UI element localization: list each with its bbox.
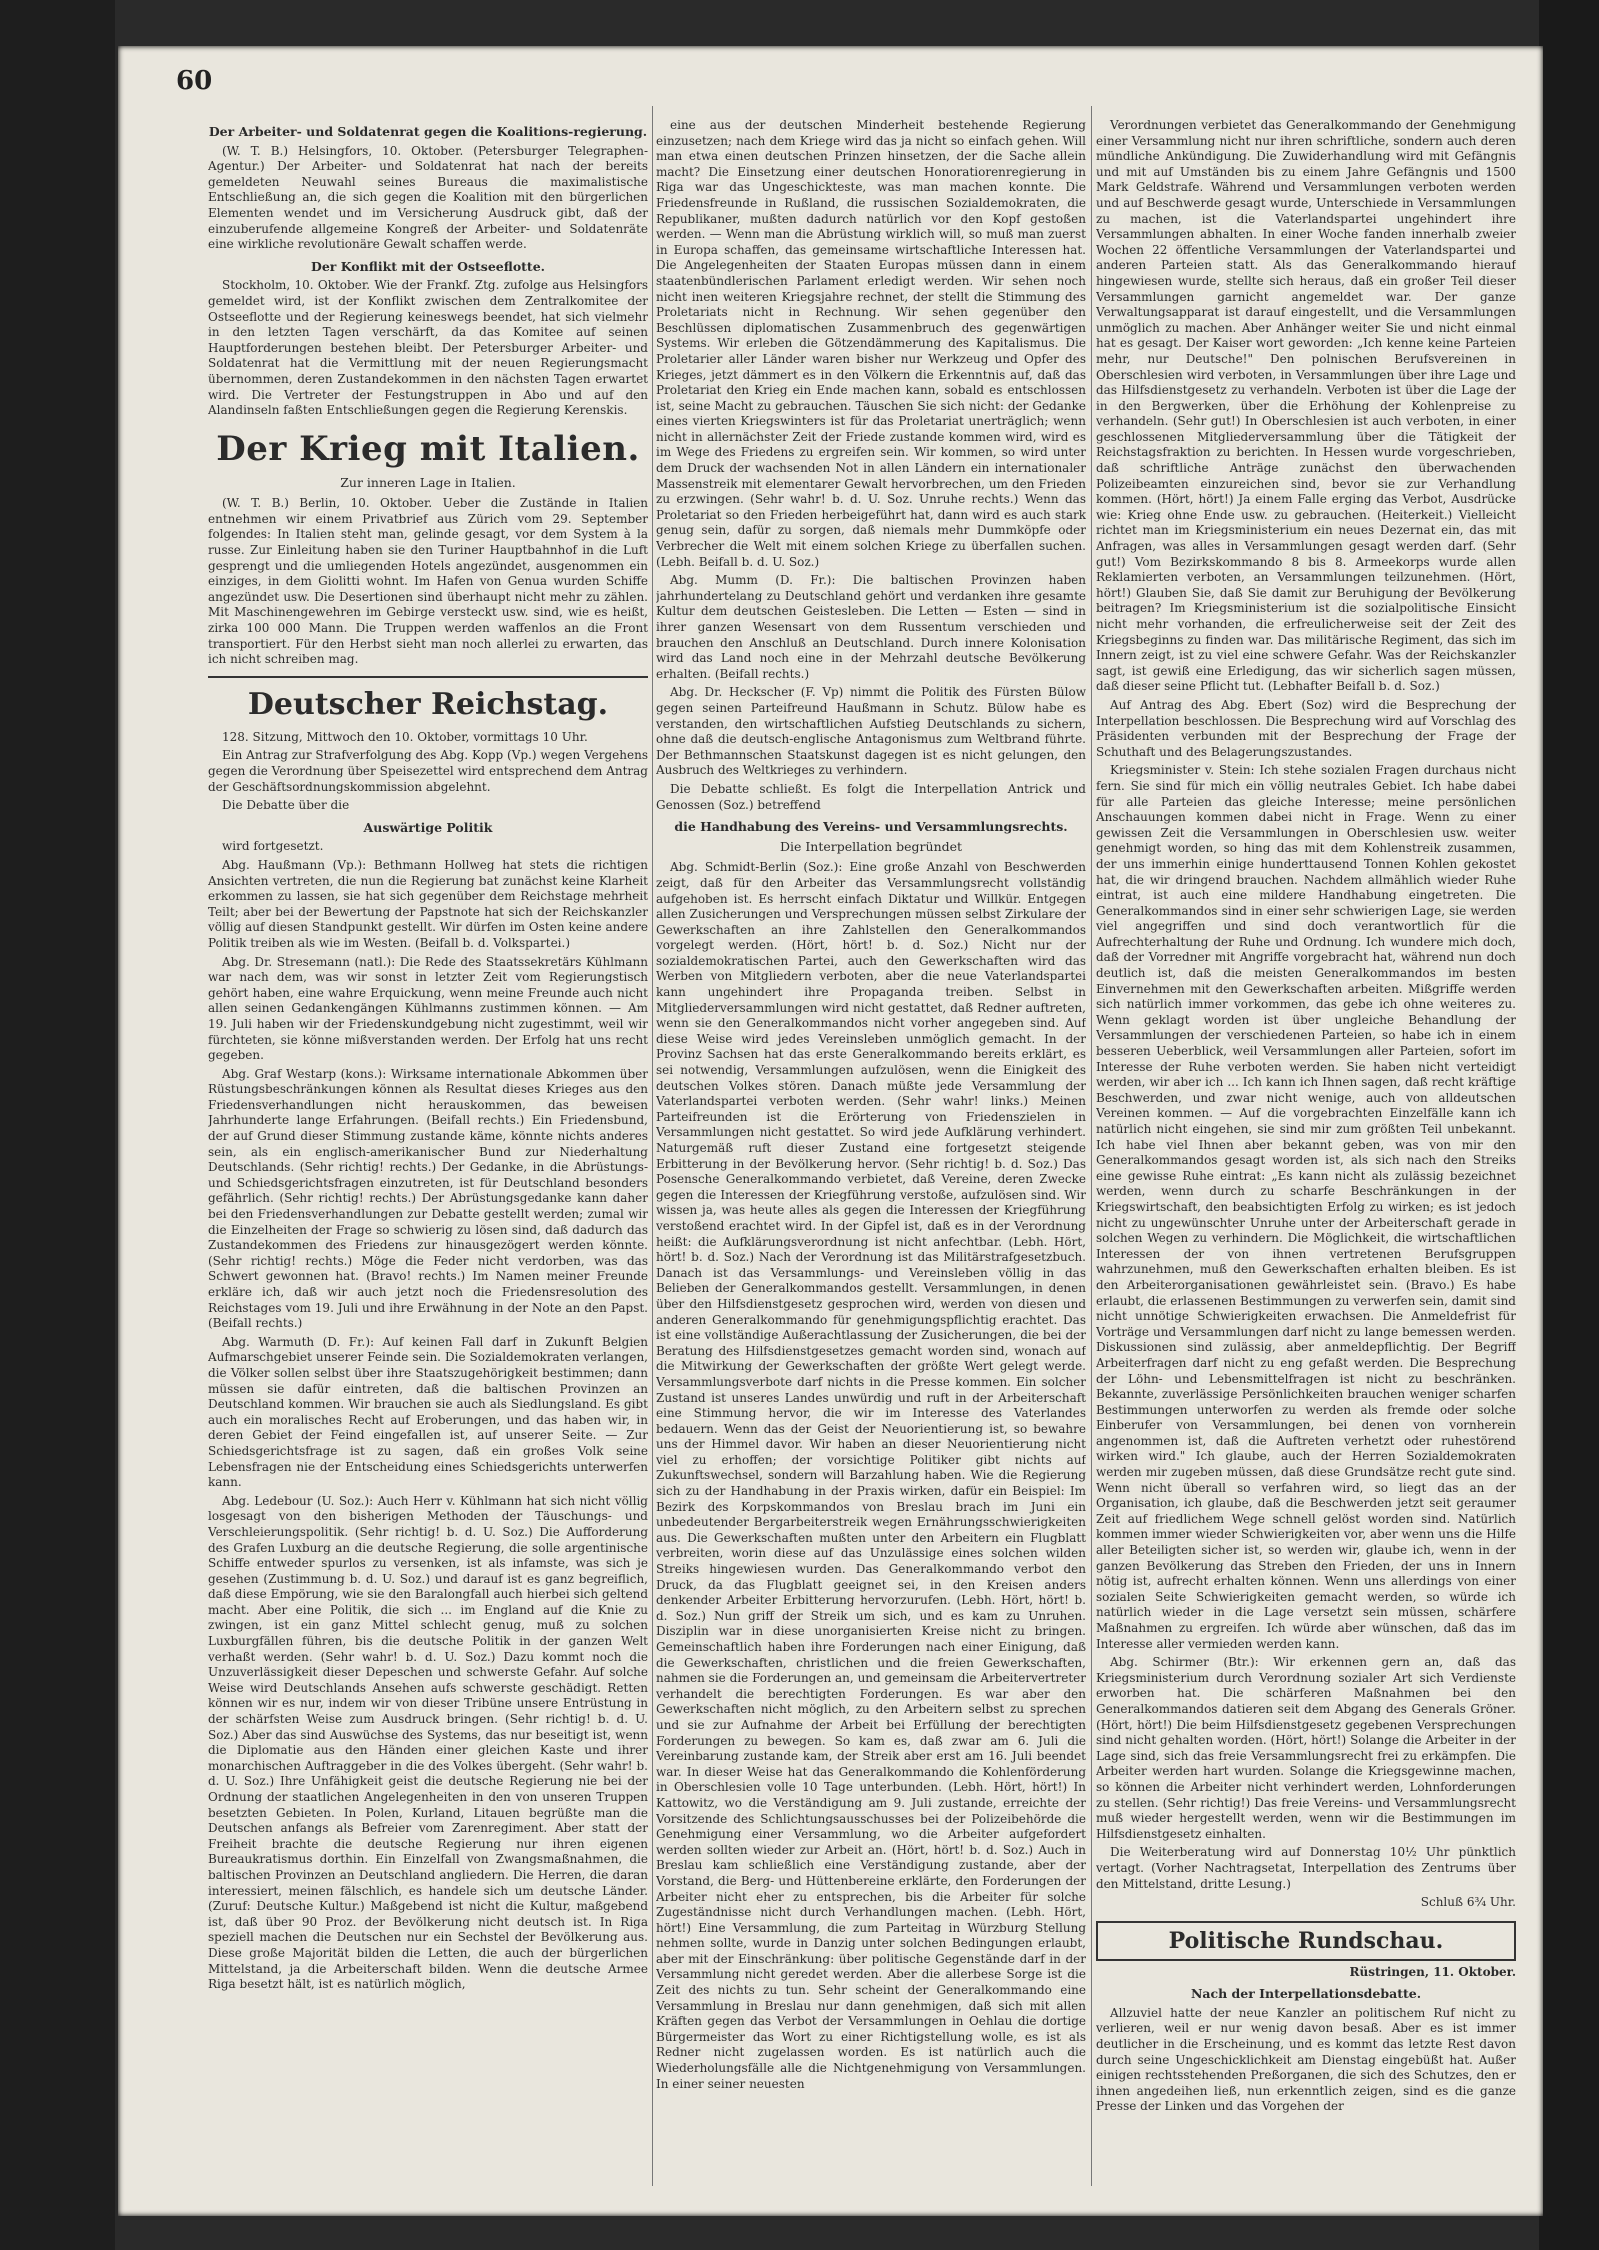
article-paragraph: Auf Antrag des Abg. Ebert (Soz) wird die Besprechung der Interpellation beschlossen. Die Besprechung wird auf Vorschlag des Präsidenten verbunden mit der Besprechung der Frage der Schuthaft und des Belagerungszustandes.	[1096, 697, 1516, 759]
article-paragraph: Abg. Warmuth (D. Fr.): Auf keinen Fall darf in Zukunft Belgien Aufmarschgebiet unserer Feinde sein. Die Sozialdemokraten verlangen, die Völker sollen selbst über ihre Staatszugehörigkeit bestimmen; dann müssen sie dafür eintreten, daß die baltischen Provinzen an Deutschland kommen. Wir brauchen sie auch als Siedlungsland. Es gibt auch ein moralisches Recht auf Eroberungen, und das haben wir, in deren Gebiet der Feind eingefallen ist, auf unserer Seite. — Zur Schiedsgerichtsfrage ist zu sagen, daß ein großes Volk seine Lebensfragen nie der Entscheidung eines Schiedsgerichts unterwerfen kann.	[208, 1334, 648, 1490]
subheadline: die Handhabung des Vereins- und Versammlungsrechts.	[674, 819, 1068, 835]
section-divider	[208, 676, 648, 678]
headline: Nach der Interpellationsdebatte.	[1190, 1986, 1422, 2002]
column-rule	[1091, 106, 1092, 2186]
article-paragraph: Stockholm, 10. Oktober. Wie der Frankf. Ztg. zufolge aus Helsingfors gemeldet wird, ist der Konflikt zwischen dem Zentralkomitee der Ostseeflotte und der Regierung keineswegs beendet, hat sich vielmehr in den letzten Tagen verschärft, da das Komitee auf seinen Hauptforderungen bestehen bleibt. Der Petersburger Arbeiter- und Soldatenrat hat die Vermittlung mit der neuen Regierungsmacht übernommen, deren Zustandekommen in den nächsten Tagen erwartet wird. Die Vertreter der Festungstruppen in Abo und auf den Alandinseln faßten Entschließungen gegen die Regierung Kerenskis.	[208, 278, 648, 418]
subheadline: Auswärtige Politik	[363, 819, 493, 835]
page-number: 60	[176, 66, 213, 96]
article-paragraph: Ein Antrag zur Strafverfolgung des Abg. Kopp (Vp.) wegen Vergehens gegen die Verordnung über Speisezettel wird entsprechend dem Antrag der Geschäftsordnungskommission abgelehnt.	[208, 748, 648, 794]
article-paragraph: Abg. Dr. Heckscher (F. Vp) nimmt die Politik des Fürsten Bülow gegen seinen Parteifreund Haußmann in Schutz. Bülow habe es verstanden, den wirtschaftlichen Aufstieg Deutschlands zu sichern, ohne daß die deutsch-englische Antagonismus zum Weltbrand führte. Der Bethmannschen Staatskunst dagegen ist es nicht gelungen, den Ausbruch des Weltkrieges zu verhindern.	[656, 685, 1086, 778]
newspaper-page	[118, 46, 1543, 2216]
article-paragraph: (W. T. B.) Helsingfors, 10. Oktober. (Petersburger Telegraphen-Agentur.) Der Arbeiter- und Soldatenrat hat nach der bereits gemeldeten Neuwahl seines Bureaus die maximalistische Entschließung an, die sich gegen die Koalition mit den bürgerlichen Elementen wendet und im Versicherung Ausdruck gibt, daß der einzuberufende allgemeine Kongreß der Arbeiter- und Soldatenräte eine wirkliche revolutionäre Gewalt schaffen werde.	[208, 143, 648, 252]
article-paragraph: Abg. Schmidt-Berlin (Soz.): Eine große Anzahl von Beschwerden zeigt, daß für den Arbeiter das Versammlungsrecht vollständig aufgehoben ist. Es herrscht einfach Diktatur und Willkür. Entgegen allen Zusicherungen und Versprechungen müssen selbst Zirkulare der Gewerkschaften an ihre Zahlstellen den Generalkommandos vorgelegt werden. (Hört, hört! b. d. Soz.) Nicht nur der sozialdemokratischen Partei, auch den Gewerkschaften wird das Werben von Mitgliedern verboten, aber die neue Vaterlandspartei kann ungehindert ihre Propaganda treiben. Selbst in Mitgliederversammlungen wird nicht gestattet, daß Redner auftreten, wenn sie den Generalkommandos nicht vorher angegeben sind. Auf diese Weise wird jedes Vereinsleben unmöglich gemacht. In der Provinz Sachsen hat das erste Generalkommando bereits erklärt, es sei notwendig, Versammlungen aufzulösen, wenn die Einigkeit des deutschen Volkes stören. Danach müßte jede Versammlung der Vaterlandspartei verboten werden. (Sehr wahr! links.) Meinen Parteifreunden ist die Erörterung von Friedenszielen in Versammlungen nicht gestattet. So wird jede Aufklärung verhindert. Naturgemäß ruft dieser Zustand eine fortgesetzt steigende Erbitterung in der Bevölkerung hervor. (Sehr richtig! b. d. Soz.) Das Posensche Generalkommando verbietet, daß Vereine, deren Zwecke gegen die Interessen der Kriegführung verstoße, aufzulösen sind. Wir wissen ja, was heute alles als gegen die Interessen der Kriegführung verstoßend erachtet wird. In der Gipfel ist, daß es in der Verordnung heißt: die Aufklärungsverordnung ist nicht anfechtbar. (Lebh. Hört, hört! b. d. Soz.) Nach der Verordnung ist das Militärstrafgesetzbuch. Danach ist das Versammlungs- und Vereinsleben völlig in das Belieben der Generalkommandos gestellt. Versammlungen, in denen über den Hilfsdienstgesetz gesprochen wird, werden von diesen und anderen Generalkommando für genehmigungspflichtig erachtet. Das ist eine vollständige Außerachtlassung der Zusicherungen, die bei der Beratung des Hilfsdienstgesetzes gemacht worden sind, wonach auf die Mitwirkung der Gewerkschaften der größte Wert gelegt werde. Versammlungsverbote darf nichts in die Presse kommen. Ein solcher Zustand ist unseres Landes unwürdig und ruft in der Arbeiterschaft eine Stimmung hervor, die wir im Interesse des Vaterlandes bedauern. Wenn das der Geist der Neuorientierung ist, so bewahre uns der Himmel davor. Wir haben an dieser Neuorientierung nicht viel zu erhoffen; der vorsichtige Politiker gibt nichts auf Zukunftswechsel, sondern will Barzahlung haben. Wie die Regierung sich zu der Handhabung in der Praxis wirken, dafür ein Beispiel: Im Bezirk des Korpskommandos von Breslau brach im Juni ein unbedeutender Bergarbeiterstreik wegen Ernährungsschwierigkeiten aus. Die Gewerkschaften mußten unter den Arbeitern ein Flugblatt verbreiten, worin diese auf das Unzulässige eines solchen wilden Streiks hingewiesen wurden. Das Generalkommando verbot den Druck, da das Flugblatt geeignet sei, in den Kreisen anders denkender Arbeiter Erbitterung hervorzurufen. (Lebh. Hört, hört! b. d. Soz.) Nun griff der Streik um sich, und es kam zu Unruhen. Disziplin war in diese unorganisierten Kreise nicht zu bringen. Gemeinschaftlich haben ihre Forderungen nach einer Einigung, daß die Gewerkschaften, christlichen und die freien Gewerkschaften, nahmen sie die Forderungen an, und gemeinsam die Arbeitervertreter verhandelt die berechtigten Forderungen. Es war aber den Gewerkschaften nicht möglich, zu den Arbeitern selbst zu sprechen und sie zur Aufnahme der Arbeit bei Erfüllung der berechtigten Forderungen zu bewegen. So kam es, daß zwar am 6. Juli die Vereinbarung zustande kam, der Streik aber erst am 16. Juli beendet war. In dieser Weise hat das Generalkommando die Kohlenförderung in Oberschlesien volle 10 Tage unterbunden. (Lebh. Hört, hört!) In Kattowitz, wo die Verständigung am 9. Juli zustande, erreichte der Vorsitzende des Schlichtungsausschusses bei der Polizeibehörde die Genehmigung einer Versammlung, wo die Arbeiter aufgefordert werden sollten wieder zur Arbeit an. (Hört, hört! b. d. Soz.) Auch in Breslau kam schließlich eine Verständigung zustande, aber der Vorstand, die Berg- und Hüttenbereine erklärte, den Forderungen der Arbeiter nicht eher zu entsprechen, bis die Arbeiter für solche Zugeständnisse nicht durch Verhandlungen machen. (Lebh. Hört, hört!) Eine Versammlung, die zum Parteitag in Würzburg Stellung nehmen sollte, wurde in Danzig unter solchen Bedingungen erlaubt, aber mit der Einschränkung: über politische Gegenstände darf in der Versammlung nicht geredet werden. Aber die allerbese Sorge ist die Zeit des nichts zu tun. Sehr scheint der Generalkommando eine Versammlung in Breslau nur dann genehmigen, daß sich mit allen Kräften gegen das Verbot der Versammlungen in Oehlau die dortige Bürgermeister das Wort zu einer Richtigstellung wolle, es ist als Redner nicht zugelassen worden. Es ist natürlich auch die Wiederholungsfälle alle die Nichtgenehmigung von Versammlungen. In einer seiner neuesten	[656, 860, 1086, 2091]
section-box	[1096, 1921, 1516, 1961]
article-paragraph: Die Debatte über die	[222, 798, 350, 813]
section-title: Politische Rundschau.	[1168, 1927, 1444, 1954]
subheadline: Die Interpellation begründet	[779, 838, 963, 854]
article-paragraph: wird fortgesetzt.	[222, 839, 324, 854]
article-paragraph: Abg. Mumm (D. Fr.): Die baltischen Provinzen haben jahrhundertelang zu Deutschland gehört und verdanken ihre gesamte Kultur dem deutschen Geistesleben. Die Letten — Esten — sind in ihrer ganzen Wesensart von dem Russentum verschieden und brauchen den Anschluß an Deutschland. Durch innere Kolonisation wird das Land noch eine in der Mehrzahl deutsche Bevölkerung erhalten. (Beifall rechts.)	[656, 573, 1086, 681]
article-paragraph: Abg. Ledebour (U. Soz.): Auch Herr v. Kühlmann hat sich nicht völlig losgesagt von den bisherigen Methoden der Täuschungs- und Verschleierungspolitik. (Sehr richtig! b. d. U. Soz.) Die Aufforderung des Grafen Luxburg an die deutsche Regierung, die solle argentinische Schiffe entweder spurlos zu versenken, ist als infamste, was sich je gesehen (Zustimmung b. d. U. Soz.) und darauf ist es ganz begreiflich, daß diese Empörung, wie sie den Baralongfall auch hierbei sich geltend macht. Aber eine Politik, die sich ... im England auf die Knie zu zwingen, ist ein ganz Mittel schlecht genug, muß zu solchen Luxburgfällen führen, bis die deutsche Politik in der ganzen Welt verhaßt werden. (Sehr wahr! b. d. U. Soz.) Dazu kommt noch die Unzuverlässigkeit dieser Depeschen und schwerste Gefahr. Auf solche Weise wird Deutschlands Ansehen aufs schwerste geschädigt. Retten können wir es nur, indem wir von dieser Tribüne unsere Entrüstung in der schärfsten Weise zum Ausdruck bringen. (Sehr richtig! b. d. U. Soz.) Aber das sind Auswüchse des Systems, das nur beseitigt ist, wenn die Diplomatie aus den Händen einer gleichen Kaste und ihrer monarchischen Auftraggeber in die des Volkes übergeht. (Sehr wahr! b. d. U. Soz.) Ihre Unfähigkeit geist die deutsche Regierung nie bei der Ordnung der staatlichen Angelegenheiten in den von unseren Truppen besetzten Gebieten. In Polen, Kurland, Litauen begrüßte man die Deutschen anfangs als Befreier vom Zarenregiment. Aber statt der Freiheit brachte die deutsche Regierung nur ihren eigenen Bureaukratismus dorthin. Ein Einzelfall von Zwangsmaßnahmen, die baltischen Provinzen an Deutschland angliedern. Die Herren, die daran interessiert, meinen fälschlich, es handele sich um deutsche Länder. (Zuruf: Deutsche Kultur.) Maßgebend ist nicht die Kultur, maßgebend ist, daß über 90 Proz. der Bevölkerung nicht deutsch ist. In Riga speziell machen die Deutschen nur ein Sechstel der Bevölkerung aus. Diese große Majorität bilden die Letten, die auch der bürgerlichen Mittelstand, ja die Arbeiterschaft bilden. Wenn die deutsche Armee Riga besetzt hält, ist es natürlich möglich,	[208, 1493, 648, 1992]
article-paragraph: Die Weiterberatung wird auf Donnerstag 10½ Uhr pünktlich vertagt. (Vorher Nachtragsetat, Interpellation des Zentrums über den Mittelstand, dritte Lesung.)	[1096, 1845, 1516, 1891]
closing-line: Schluß 6¾ Uhr.	[1420, 1895, 1516, 1910]
section-title: Deutscher Reichstag.	[247, 686, 609, 722]
article-paragraph: Abg. Haußmann (Vp.): Bethmann Hollweg hat stets die richtigen Ansichten vertreten, die nun die Regierung bat zunächst keine Klarheit erkommen zu lassen, sie hat sich gegenüber dem Reichstage mehrheit Teilt; aber bei der Bewertung der Papstnote hat sich der Reichskanzler völlig auf diesen Standpunkt gestellt. Wir dürfen im Osten keine andere Politik treiben als wie im Westen. (Beifall b. d. Volkspartei.)	[208, 857, 648, 950]
article-paragraph: eine aus der deutschen Minderheit bestehende Regierung einzusetzen; nach dem Kriege wird das ja nicht so einfach gehen. Will man etwa einen deutschen Prinzen hinsetzen, der die Sache allein macht? Die Einsetzung einer deutschen Honoratiorenregierung in Riga war das Ungeschickteste, was man machen konnte. Die Friedensfreunde in Rußland, die russischen Sozialdemokraten, die Republikaner, mußten dadurch natürlich vor den Kopf gestoßen werden. — Wenn man die Abrüstung wirklich will, so muß man zuerst in Europa schaffen, das gemeinsame wirtschaftliche Interessen hat. Die Angelegenheiten der Staaten Europas müssen dann in einem staatenbündlerischen Parlament erledigt werden. Wir sehen noch nicht inen weiteren Kriegsjahre rechnet, der stellt die Stimmung des Proletariats nicht in Rechnung. Wir sehen gegenüber den Beschlüssen diplomatischen Zusammenbruch des gegenwärtigen Systems. Wir erleben die Götzendämmerung des Kapitalismus. Die Proletarier aller Länder waren bisher nur Werkzeug und Opfer des Krieges, jetzt dämmert es in den Völkern die Erkenntnis auf, daß das Proletariat den Krieg ein Ende machen kann, sobald es entschlossen ist, seine Macht zu gebrauchen. Täuschen Sie sich nicht: der Gedanke eines vierten Kriegswinters ist für das Proletariat unerträglich; wenn nicht in allernächster Zeit der Friede zustande kommen wird, wird es im Wege des Friedens zu ergreifen sein. Wir kommen, so wird unter dem Druck der wachsenden Not in allen Ländern ein internationaler Massenstreik mit elementarer Gewalt hervorbrechen, um den Frieden zu erzwingen. (Sehr wahr! b. d. U. Soz. Unruhe rechts.) Wenn das Proletariat so den Frieden herbeigeführt hat, dann wird es auch stark genug sein, dafür zu sorgen, daß niemals mehr Dummköpfe oder Verbrecher die Welt mit einem solchen Kriege zu überfallen suchen. (Lebh. Beifall b. d. U. Soz.)	[656, 118, 1086, 569]
article-paragraph: (W. T. B.) Berlin, 10. Oktober. Ueber die Zustände in Italien entnehmen wir einem Privatbrief aus Zürich vom 29. September folgendes: In Italien steht man, gelinde gesagt, vor dem System à la russe. Zur Einleitung haben sie den Turiner Hauptbahnhof in die Luft gesprengt und die umliegenden Hotels angezündet, ausgenommen ein einziges, in dem Giolitti wohnt. Im Hafen von Genua wurden Schiffe angezündet usw. Die Desertionen sind überhaupt nicht mehr zu zählen. Mit Maschinengewehren im Gebirge versteckt usw. sind, wie es heißt, zirka 100 000 Mann. Die Truppen werden waffenlos an die Front transportiert. Für den Herbst sieht man noch allerlei zu erwarten, das ich nicht schreiben mag.	[208, 496, 648, 667]
section-title: Der Krieg mit Italien.	[216, 428, 640, 469]
film-edge-right	[1539, 0, 1599, 2250]
article-paragraph: Kriegsminister v. Stein: Ich stehe sozialen Fragen durchaus nicht fern. Sie sind für mich ein völlig neutrales Gebiet. Ich habe dabei für alle Parteien das gleiche Interesse; meine persönlichen Anschauungen kommen dabei nicht in Frage. Wenn zu einer gewissen Zeit die Versammlungen in Oberschlesien usw. weiter genehmigt worden, so hing das mit dem Kohlenstreik zusammen, der uns immerhin einige hunderttausend Tonnen Kohlen gekostet hat, die wir dringend brauchen. Nachdem allmählich wieder Ruhe eintrat, ist auch eine mildere Handhabung eingetreten. Die Generalkommandos sind in einer sehr schwierigen Lage, sie werden viel angegriffen und sind doch verantwortlich für die Aufrechterhaltung der Ruhe und Ordnung. Ich wundere mich doch, daß der Vorredner mit Angriffe vorgebracht hat, während nun doch deutlich ist, daß die meisten Generalkommandos im besten Einvernehmen mit den Gewerkschaften arbeiten. Mißgriffe werden sich natürlich immer vorkommen, das gebe ich ohne weiteres zu. Wenn geklagt worden ist über ungleiche Behandlung der Versammlungen der verschiedenen Parteien, so habe ich in einem besseren Ueberblick, weil Versammlungen aller Parteien, sofort im Interesse der Ruhe verboten werden. Sie haben nicht verteidigt werden, wir aber ich ... Ich kann ich Ihnen sagen, daß recht kräftige Beschwerden, und zwar nicht wenige, auch von alldeutschen Vereinen kommen. — Auf die vorgebrachten Einzelfälle kann ich natürlich nicht eingehen, sie sind mir zum größten Teil unbekannt. Ich habe viel Ihnen aber bekannt geben, was von mir den Generalkommandos gesagt worden ist, als sich nach den Streiks eine gewisse Ruhe eintrat: „Es kann nicht als zulässig bezeichnet werden, wenn durch zu scharfe Beschränkungen in der Kriegswirtschaft, den beabsichtigten Erfolg zu wirken; es ist jedoch nicht zu ungewünschter Unruhe unter der Arbeiterschaft gerade in solchen Wegen zu verhindern. Die Möglichkeit, die wirtschaftlichen Interessen der von ihnen vertretenen Berufsgruppen wahrzunehmen, muß den Gewerkschaften erhalten bleiben. Es ist den Arbeiterorganisationen gewährleistet sein. (Bravo.) Es habe erlaubt, die erlassenen Bestimmungen zu verwerfen sein, damit sind nicht unnötige Schwierigkeiten erwachsen. Die Anmeldefrist für Vorträge und Versammlungen darf nicht zu lange bemessen werden. Diskussionen sind zulässig, aber anmeldepflichtig. Der Begriff Arbeiterfragen darf nicht zu eng gefaßt werden. Die Besprechung der Löhn- und Lebensmittelfragen ist nicht zu beschränken. Bekannte, zuverlässige Persönlichkeiten brauchen weniger scharfen Bestimmungen unterworfen zu werden als fremde oder solche Einberufer von Versammlungen, bei denen von vornherein angenommen ist, daß die Auftreten verhetzt oder ruhestörend wirken wird." Ich glaube, auch der Herren Sozialdemokraten werden mir zugeben müssen, daß diese Grundsätze recht gute sind. Wenn nicht überall so verfahren wird, so liegt das an der Organisation, ich glaube, daß die Beschwerden jetzt seit geraumer Zeit auf friedlichem Wege schnell gelöst worden sind. Natürlich kommen immer wieder Schwierigkeiten vor, aber wenn uns die Hilfe aller Beteiligten sicher ist, so werden wir, glaube ich, wenn in der ganzen Bevölkerung das Streben den Frieden, der uns in Innern nötig ist, aufrecht erhalten können. Wenn uns allerdings von einer sozialen Seite Schwierigkeiten gemacht werden, so würde ich natürlich wieder in die Lage versetzt sein müssen, schärfere Maßnahmen zu ergreifen. Ich würde aber wünschen, daß das im Interesse aller vermieden werden kann.	[1096, 763, 1516, 1651]
article-paragraph: Abg. Graf Westarp (kons.): Wirksame internationale Abkommen über Rüstungsbeschränkungen können als Resultat dieses Krieges aus den Friedensverhandlungen nicht herauskommen, das beweisen Jahrhunderte lange Erfahrungen. (Beifall rechts.) Ein Friedensbund, der auf Grund dieser Stimmung zustande käme, könnte nichts anderes sein, als ein englisch-amerikanischer Bund zur Niederhaltung Deutschlands. (Sehr richtig! rechts.) Der Gedanke, in die Abrüstungs- und Schiedsgerichtsfragen einzutreten, ist für Deutschland besonders gefährlich. (Sehr richtig! rechts.) Der Abrüstungsgedanke kann daher bei den Friedensverhandlungen zur Debatte gestellt werden; zumal wir die Einzelheiten der Frage so schwierig zu lösen sind, daß dadurch das Zustandekommen des Friedens zur hinausgezögert werden könnte. (Sehr richtig! rechts.) Möge die Feder nicht verdorben, was das Schwert gewonnen hat. (Bravo! rechts.) Im Namen meiner Freunde erkläre ich, daß wir auch jetzt noch die Friedensresolution des Reichstages vom 19. Juli und ihre Erwähnung in der Note an den Papst. (Beifall rechts.)	[208, 1066, 648, 1331]
article-paragraph: Allzuviel hatte der neue Kanzler an politischem Ruf nicht zu verlieren, weil er nur wenig davon besaß. Aber es ist immer deutlicher in die Erscheinung, und es kommt das letzte Rest davon durch seine Ungeschicklichkeit am Dienstag eingebüßt hat. Außer einigen rechtsstehenden Preßorganen, die sich des Schutzes, den er ihnen angedeihen ließ, nun erkenntlich zeigen, sind es die ganze Presse der Linken und das Vorgehen der	[1096, 2005, 1516, 2114]
headline: Der Konflikt mit der Ostseeflotte.	[310, 258, 546, 274]
article-paragraph: Verordnungen verbietet das Generalkommando der Genehmigung einer Versammlung nicht nur ihren schriftliche, sondern auch deren mündliche Ankündigung. Die Zuwiderhandlung wird mit Gefängnis und mit auf Umständen bis zu einem Jahre Gefängnis und 1500 Mark Geldstrafe. Während und Versammlungen verboten werden und auf Beschwerde gesagt wurde, Unterschiede in Versammlungen zu machen, ist die Vaterlandspartei ungehindert ihre Versammlungen abhalten. In einer Woche fanden innerhalb zweier Wochen 22 öffentliche Versammlungen der Vaterlandspartei und anderen Parteien statt. Als das Generalkommando hierauf hingewiesen wurde, stellte sich heraus, daß ein großer Teil dieser Versammlungen garnicht angemeldet war. Der ganze Verwaltungsapparat ist darauf eingestellt, und die Versammlungen unmöglich zu machen. Aber Anhänger weiter Sie und nicht einmal hat es gesagt. Der Kaiser wort geworden: „Ich kenne keine Parteien mehr, nur Deutsche!" Den polnischen Berufsvereinen in Oberschlesien wird verboten, in Versammlungen über ihre Lage und das Hilfsdienstgesetz zu verhandeln. Verboten ist über die Lage der in den Bergwerken, über die Erhöhung der Kohlenpreise zu verhandeln. (Sehr gut!) In Oberschlesien ist auch verboten, in einer geschlossenen Mitgliederversammlung über die Tätigkeit der Reichstagsfraktion zu berichten. In Hessen wurde vorgeschrieben, daß schriftliche Anträge zunächst den überwachenden Polizeibeamten einzureichen sind, bevor sie zur Verhandlung kommen. (Hört, hört!) Ja einem Falle erging das Verbot, Ausdrücke wie: Krieg ohne Ende usw. zu gebrauchen. (Heiterkeit.) Vielleicht richtet man im Kriegsministerium ein neues Dezernat ein, das mit Anfragen, was alles in Versammlungen gesagt werden darf. (Sehr gut!) Vom Bezirkskommando 8 bis 8. Armeekorps wurde allen Reklamierten verboten, an Versammlungen teilzunehmen. (Hört, hört!) Glauben Sie, daß Sie damit zur Beruhigung der Bevölkerung beitragen? Im Kriegsministerium ist die sozialpolitische Einsicht nicht mehr vorhanden, die erfreulicherweise seit der Zeit des Kriegsbeginns zu finden war. Das militärische Regiment, das sich im Innern zeigt, ist zu viel eine schwere Gefahr. Was der Reichskanzler sagt, ist gewiß eine Erledigung, das wir sicherlich sagen müssen, daß dieser seine Pflicht tut. (Lebhafter Beifall b. d. Soz.)	[1096, 118, 1516, 694]
headline: Der Arbeiter- und Soldatenrat gegen die Koalitions-regierung.	[208, 124, 648, 139]
column-3	[1096, 118, 1516, 2168]
session-line: 128. Sitzung, Mittwoch den 10. Oktober, vormittags 10 Uhr.	[222, 729, 588, 744]
column-rule	[652, 106, 653, 2186]
column-1	[208, 118, 648, 2168]
subheadline: Zur inneren Lage in Italien.	[340, 474, 516, 490]
column-2	[656, 118, 1086, 2168]
dateline: Rüstringen, 11. Oktober.	[1349, 1964, 1516, 1979]
article-paragraph: Abg. Schirmer (Btr.): Wir erkennen gern an, daß das Kriegsministerium durch Verordnung sozialer Art sich Verdienste erworben hat. Die schärferen Maßnahmen bei den Generalkommandos datieren seit dem Abgang des Generals Gröner. (Hört, hört!) Die beim Hilfsdienstgesetz gegebenen Versprechungen sind nicht gehalten worden. (Hört, hört!) Solange die Arbeiter in der Lage sind, sich das freie Versammlungsrecht frei zu erkämpfen. Die Arbeiter werden hart wurden. Solange die Kriegsgewinne machen, so können die Arbeiter nicht verhindert werden, Lohnforderungen zu stellen. (Sehr richtig!) Das freie Vereins- und Versammlungsrecht muß wieder hergestellt werden, wenn wir die Bestimmungen im Hilfsdienstgesetz einhalten.	[1096, 1655, 1516, 1841]
film-edge-left	[0, 0, 115, 2250]
article-paragraph: Die Debatte schließt. Es folgt die Interpellation Antrick und Genossen (Soz.) betreffend	[656, 781, 1086, 812]
article-paragraph: Abg. Dr. Stresemann (natl.): Die Rede des Staatssekretärs Kühlmann war nach dem, was wir sonst in letzter Zeit vom Regierungstisch gehört haben, eine wahre Erquickung, wenn meine Freunde auch nicht allen seinen Gedankengängen Kühlmanns zustimmen können. — Am 19. Juli haben wir der Friedenskundgebung nicht zugestimmt, weil wir fürchteten, sie könne mißverstanden werden. Der Erfolg hat uns recht gegeben.	[208, 954, 648, 1063]
